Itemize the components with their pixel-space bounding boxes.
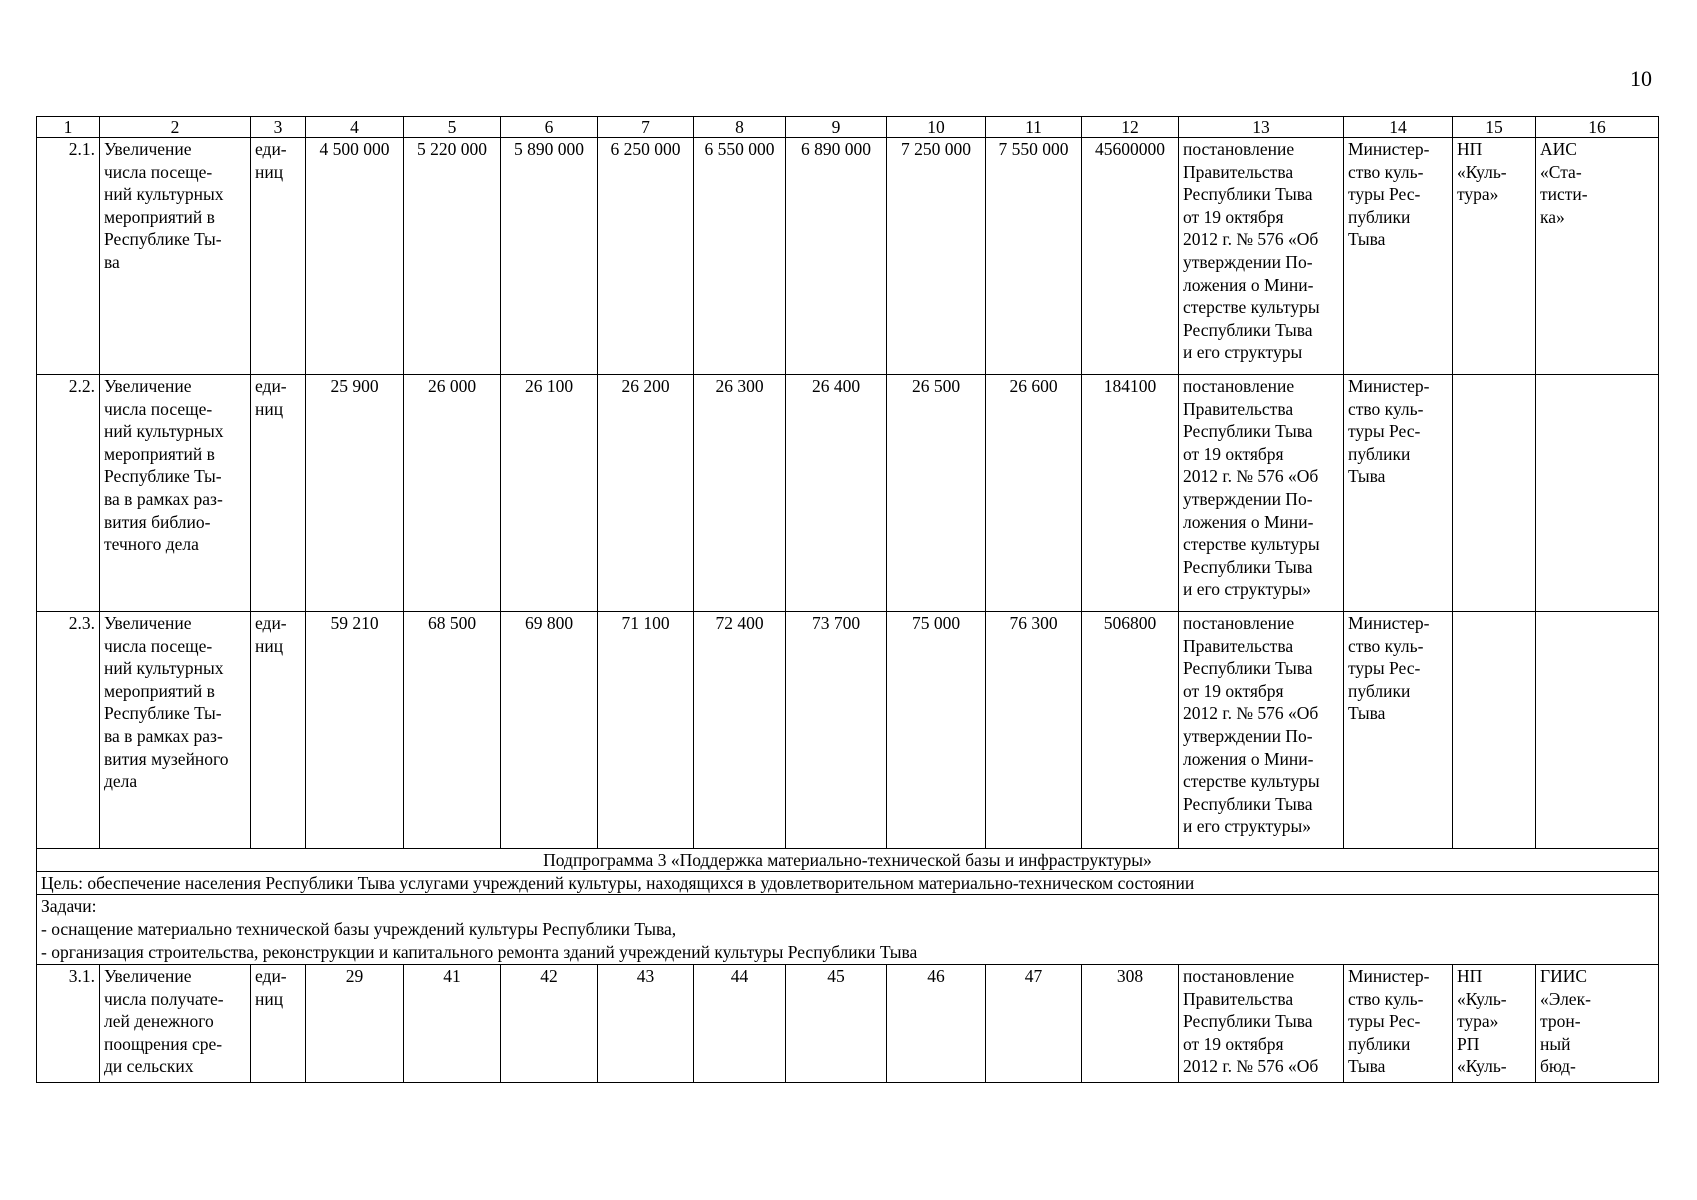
table-row: [37, 965, 1659, 1083]
value-cell: 44: [694, 965, 786, 1083]
program-cell: [1453, 375, 1536, 612]
header-cell: 7: [598, 117, 694, 138]
info-system-cell: АИС «Ста- тисти- ка»: [1536, 138, 1659, 375]
value-cell: 69 800: [501, 612, 598, 849]
header-cell: 15: [1453, 117, 1536, 138]
value-cell: 41: [404, 965, 501, 1083]
responsible-executor: Министер- ство куль- туры Рес- публики Тыва: [1344, 965, 1453, 1083]
total-cell: 506800: [1082, 612, 1179, 849]
value-cell: 45: [786, 965, 887, 1083]
value-cell: 6 890 000: [786, 138, 887, 375]
row-number: 2.3.: [37, 612, 100, 849]
indicators-table: [36, 116, 1659, 1083]
value-cell: 46: [887, 965, 986, 1083]
value-cell: 7 550 000: [986, 138, 1082, 375]
value-cell: 26 000: [404, 375, 501, 612]
responsible-executor: Министер- ство куль- туры Рес- публики Тыва: [1344, 375, 1453, 612]
info-system-cell: [1536, 375, 1659, 612]
legal-document: постановление Правительства Республики Тыва от 19 октября 2012 г. № 576 «Об утверждении По- ложения о Мини- стерстве культуры Республики Тыва и его структуры: [1179, 138, 1344, 375]
subprogram-row: [37, 849, 1659, 872]
unit: еди- ниц: [251, 375, 306, 612]
header-cell: 8: [694, 117, 786, 138]
header-cell: 6: [501, 117, 598, 138]
header-cell: 5: [404, 117, 501, 138]
info-system-cell: [1536, 612, 1659, 849]
header-cell: 13: [1179, 117, 1344, 138]
table-row: [37, 612, 1659, 849]
value-cell: 42: [501, 965, 598, 1083]
value-cell: 75 000: [887, 612, 986, 849]
subprogram-title: Подпрограмма 3 «Поддержка материально-технической базы и инфраструктуры»: [37, 849, 1659, 872]
header-cell: 16: [1536, 117, 1659, 138]
value-cell: 5 890 000: [501, 138, 598, 375]
total-cell: 308: [1082, 965, 1179, 1083]
header-cell: 1: [37, 117, 100, 138]
legal-document: постановление Правительства Республики Тыва от 19 октября 2012 г. № 576 «Об утверждении По- ложения о Мини- стерстве культуры Республики Тыва и его структуры»: [1179, 375, 1344, 612]
row-number: 3.1.: [37, 965, 100, 1083]
tasks-text: Задачи: - оснащение материально технической базы учреждений культуры Республики Тыва, - организация строительства, реконструкции и капитального ремонта зданий учреждений культуры Республики Тыва: [37, 895, 1659, 965]
header-cell: 12: [1082, 117, 1179, 138]
responsible-executor: Министер- ство куль- туры Рес- публики Тыва: [1344, 612, 1453, 849]
value-cell: 4 500 000: [306, 138, 404, 375]
value-cell: 26 600: [986, 375, 1082, 612]
value-cell: 26 100: [501, 375, 598, 612]
value-cell: 26 400: [786, 375, 887, 612]
value-cell: 76 300: [986, 612, 1082, 849]
table-row: [37, 375, 1659, 612]
indicator-name: Увеличение числа посеще- ний культурных мероприятий в Республике Ты- ва в рамках раз- вития музейного дела: [100, 612, 251, 849]
responsible-executor: Министер- ство куль- туры Рес- публики Тыва: [1344, 138, 1453, 375]
program-cell: [1453, 612, 1536, 849]
program-cell: НП «Куль- тура»: [1453, 138, 1536, 375]
row-number: 2.2.: [37, 375, 100, 612]
indicator-name: Увеличение числа посеще- ний культурных мероприятий в Республике Ты- ва в рамках раз- вития библио- течного дела: [100, 375, 251, 612]
value-cell: 5 220 000: [404, 138, 501, 375]
header-cell: 10: [887, 117, 986, 138]
value-cell: 26 300: [694, 375, 786, 612]
total-cell: 45600000: [1082, 138, 1179, 375]
value-cell: 6 250 000: [598, 138, 694, 375]
row-number: 2.1.: [37, 138, 100, 375]
column-numbers-row: [37, 117, 1659, 138]
unit: еди- ниц: [251, 138, 306, 375]
header-cell: 14: [1344, 117, 1453, 138]
value-cell: 59 210: [306, 612, 404, 849]
header-cell: 11: [986, 117, 1082, 138]
value-cell: 7 250 000: [887, 138, 986, 375]
goal-row: [37, 872, 1659, 895]
value-cell: 73 700: [786, 612, 887, 849]
indicator-name: Увеличение числа получате- лей денежного поощрения сре- ди сельских: [100, 965, 251, 1083]
info-system-cell: ГИИС «Элек- трон- ный бюд-: [1536, 965, 1659, 1083]
value-cell: 47: [986, 965, 1082, 1083]
header-cell: 9: [786, 117, 887, 138]
unit: еди- ниц: [251, 965, 306, 1083]
goal-text: Цель: обеспечение населения Республики Тыва услугами учреждений культуры, находящихся в удовлетворительном материально-техническом состоянии: [37, 872, 1659, 895]
value-cell: 26 500: [887, 375, 986, 612]
value-cell: 6 550 000: [694, 138, 786, 375]
header-cell: 2: [100, 117, 251, 138]
legal-document: постановление Правительства Республики Тыва от 19 октября 2012 г. № 576 «Об: [1179, 965, 1344, 1083]
value-cell: 25 900: [306, 375, 404, 612]
header-cell: 3: [251, 117, 306, 138]
value-cell: 68 500: [404, 612, 501, 849]
legal-document: постановление Правительства Республики Тыва от 19 октября 2012 г. № 576 «Об утверждении По- ложения о Мини- стерстве культуры Республики Тыва и его структуры»: [1179, 612, 1344, 849]
program-cell: НП «Куль- тура» РП «Куль-: [1453, 965, 1536, 1083]
value-cell: 43: [598, 965, 694, 1083]
value-cell: 29: [306, 965, 404, 1083]
value-cell: 72 400: [694, 612, 786, 849]
value-cell: 71 100: [598, 612, 694, 849]
tasks-row: [37, 895, 1659, 965]
header-cell: 4: [306, 117, 404, 138]
value-cell: 26 200: [598, 375, 694, 612]
total-cell: 184100: [1082, 375, 1179, 612]
indicator-name: Увеличение числа посеще- ний культурных мероприятий в Республике Ты- ва: [100, 138, 251, 375]
table-row: [37, 138, 1659, 375]
page-number: 10: [1630, 66, 1652, 91]
unit: еди- ниц: [251, 612, 306, 849]
